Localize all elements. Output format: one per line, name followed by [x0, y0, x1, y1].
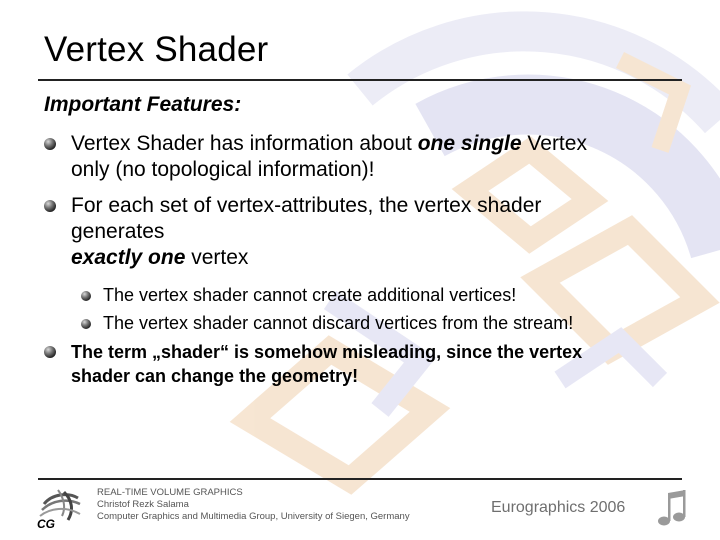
- bullet-text: Vertex Shader has information about: [71, 132, 418, 155]
- footer-divider: [38, 478, 682, 480]
- bullet-item: [71, 340, 582, 388]
- bullet-item: [71, 193, 541, 271]
- bullet-text-line2: generates: [71, 220, 165, 243]
- footer-conference: Eurographics 2006: [491, 499, 626, 516]
- sphere-bullet-icon: [44, 200, 56, 212]
- bullet-text-line2: shader can change the geometry!: [71, 366, 359, 386]
- bullet-text: The term „shader“ is somehow misleading, since the vertex: [71, 342, 583, 362]
- sphere-bullet-icon: [44, 138, 56, 150]
- bullet-text: For each set of vertex-attributes, the vertex shader: [71, 194, 542, 217]
- sub-bullet-item: [103, 284, 516, 306]
- sub-bullet-item: [103, 312, 573, 334]
- slide-title: Vertex Shader: [44, 30, 269, 69]
- bullet-text: vertex: [185, 246, 249, 269]
- bullet-emphasis: one single: [417, 132, 522, 155]
- footer-author: Christof Rezk Salama: [97, 499, 189, 510]
- bullet-text-line2: only (no topological information)!: [71, 158, 375, 181]
- bullet-item: [71, 131, 587, 183]
- section-heading: Important Features:: [44, 93, 242, 116]
- footer-course: REAL-TIME VOLUME GRAPHICS: [97, 487, 243, 498]
- sphere-bullet-icon: [81, 319, 91, 329]
- sub-bullet-text: The vertex shader cannot create additional vertices!: [103, 285, 517, 305]
- bullet-emphasis: exactly one: [71, 246, 186, 269]
- sphere-bullet-icon: [81, 291, 91, 301]
- footer-affiliation: Computer Graphics and Multimedia Group, University of Siegen, Germany: [97, 511, 410, 522]
- music-note-icon: [657, 487, 687, 527]
- title-divider: [38, 79, 682, 81]
- sub-bullet-text: The vertex shader cannot discard vertices from the stream!: [103, 313, 574, 333]
- footer-info: [97, 487, 410, 523]
- svg-text:CG: CG: [37, 517, 55, 530]
- bullet-text: Vertex: [521, 132, 587, 155]
- sphere-bullet-icon: [44, 346, 56, 358]
- cg-logo-icon: [34, 486, 84, 530]
